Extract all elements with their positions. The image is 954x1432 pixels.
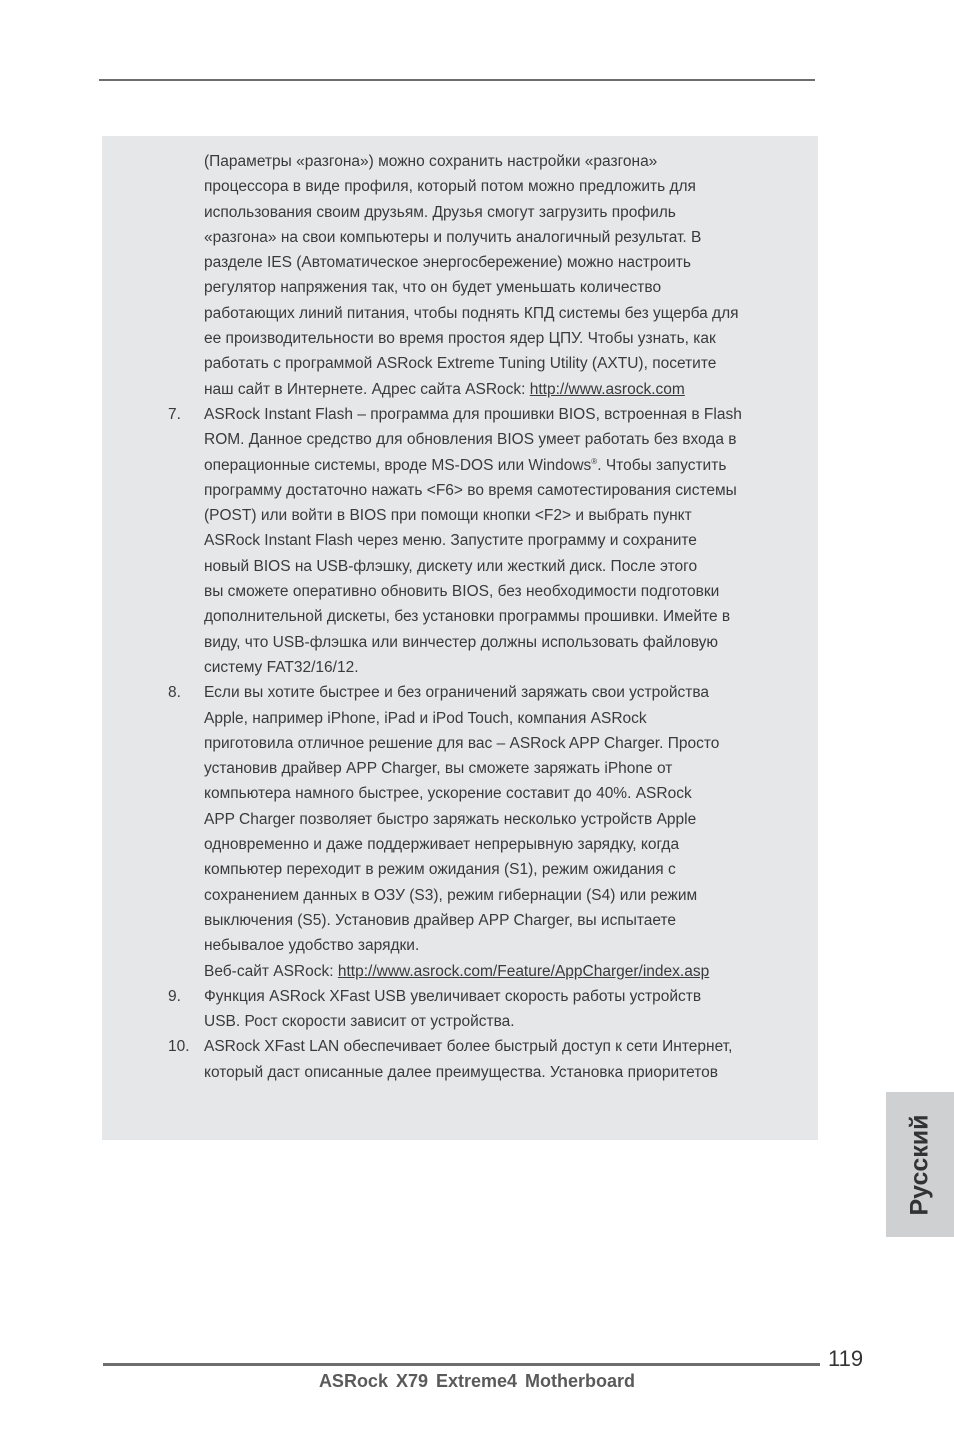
line-text: операционные системы, вроде MS-DOS или Windows <box>204 456 592 474</box>
text-line <box>102 908 818 933</box>
line-text: регулятор напряжения так, что он будет уменьшать количество <box>204 279 662 297</box>
line-text: (Параметры «разгона») можно сохранить настройки «разгона» <box>204 153 658 170</box>
language-tab <box>886 1092 954 1237</box>
line-text: процессора в виде профиля, который потом можно предложить для <box>204 178 696 196</box>
body-text <box>102 149 818 1085</box>
line-text: программу достаточно нажать <F6> во время самотестирования системы <box>204 481 737 499</box>
text-line <box>102 554 818 579</box>
text-line <box>102 174 818 199</box>
text-line <box>102 149 818 174</box>
text-line <box>102 680 818 705</box>
text-line <box>102 478 818 503</box>
text-line <box>102 528 818 553</box>
url-link[interactable]: http://www.asrock.com <box>529 380 685 398</box>
page-number: 119 <box>828 1346 864 1371</box>
line-text: работающих линий питания, чтобы поднять КПД системы без ущерба для <box>204 304 739 322</box>
line-text: компьютер переходит в режим ожидания (S1), режим ожидания с <box>204 861 676 879</box>
bottom-rule <box>103 1363 820 1366</box>
line-text: небывалое удобство зарядки. <box>204 937 420 955</box>
list-number: 10. <box>168 1038 190 1056</box>
line-text: USB. Рост скорости зависит от устройства. <box>204 1013 515 1031</box>
text-line <box>102 275 818 300</box>
text-line <box>102 984 818 1009</box>
line-text: вы сможете оперативно обновить BIOS, без необходимости подготовки <box>204 583 720 601</box>
url-link[interactable]: http://www.asrock.com/Feature/AppCharger/index.asp <box>337 962 710 980</box>
line-text: «разгона» на свои компьютеры и получить аналогичный результат. В <box>204 228 702 246</box>
line-text: который даст описанные далее преимущества. Установка приоритетов <box>204 1063 718 1081</box>
text-line <box>102 883 818 908</box>
text-line <box>102 959 818 984</box>
line-text: приготовила отличное решение для вас – ASRock APP Charger. Просто <box>204 734 720 752</box>
footer-title: ASRock X79 Extreme4 Motherboard <box>318 1371 636 1391</box>
text-line <box>102 326 818 351</box>
line-text: новый BIOS на USB-флэшку, дискету или жесткий диск. После этого <box>204 557 698 575</box>
line-text: ее производительности во время простоя ядер ЦПУ. Чтобы узнать, как <box>204 330 716 348</box>
line-text: установив драйвер APP Charger, вы сможете заряжать iPhone от <box>204 760 673 778</box>
text-line <box>102 250 818 275</box>
text-line <box>102 503 818 528</box>
list-number: 8. <box>168 684 181 702</box>
text-line <box>102 402 818 427</box>
text-line <box>102 756 818 781</box>
line-text: наш сайт в Интернете. Адрес сайта ASRock: <box>204 380 530 398</box>
content-panel <box>102 136 818 1140</box>
line-text: систему FAT32/16/12. <box>204 658 359 676</box>
text-line <box>102 933 818 958</box>
line-text: (POST) или войти в BIOS при помощи кнопки <F2> и выбрать пункт <box>204 507 692 525</box>
line-text: Веб-сайт ASRock: <box>204 962 338 980</box>
line-text: APP Charger позволяет быстро заряжать несколько устройств Apple <box>204 810 697 828</box>
text-line <box>102 427 818 452</box>
line-text: Если вы хотите быстрее и без ограничений заряжать свои устройства <box>204 684 710 702</box>
line-text-continued: . Чтобы запустить <box>597 456 727 474</box>
line-text: Функция ASRock XFast USB увеличивает скорость работы устройств <box>204 987 702 1005</box>
text-line <box>102 453 818 478</box>
line-text: виду, что USB-флэшка или винчестер должны использовать файловую <box>204 633 719 651</box>
line-text: ASRock Instant Flash через меню. Запустите программу и сохраните <box>204 532 697 550</box>
text-line <box>102 377 818 402</box>
text-line <box>102 630 818 655</box>
line-text: компьютера намного быстрее, ускорение составит до 40%. ASRock <box>204 785 692 803</box>
text-line <box>102 579 818 604</box>
text-line <box>102 807 818 832</box>
line-text: выключения (S5). Установив драйвер APP Charger, вы испытаете <box>204 911 677 929</box>
text-line <box>102 225 818 250</box>
line-text: Apple, например iPhone, iPad и iPod Touch, компания ASRock <box>204 709 647 727</box>
text-line <box>102 1060 818 1085</box>
line-text: ASRock XFast LAN обеспечивает более быстрый доступ к сети Интернет, <box>204 1038 733 1056</box>
text-line <box>102 351 818 376</box>
text-line <box>102 200 818 225</box>
text-line <box>102 731 818 756</box>
list-number: 9. <box>168 987 181 1005</box>
text-line <box>102 301 818 326</box>
line-text: ASRock Instant Flash – программа для прошивки BIOS, встроенная в Flash <box>204 405 742 423</box>
line-text: одновременно и даже поддерживает непрерывную зарядку, когда <box>204 836 680 854</box>
line-text: использования своим друзьям. Друзья смогут загрузить профиль <box>204 203 676 221</box>
text-line <box>102 706 818 731</box>
text-line <box>102 655 818 680</box>
text-line <box>102 832 818 857</box>
list-number: 7. <box>168 405 181 423</box>
line-text: сохранением данных в ОЗУ (S3), режим гибернации (S4) или режим <box>204 886 698 904</box>
top-rule <box>99 79 815 81</box>
text-line <box>102 857 818 882</box>
line-text: работать с программой ASRock Extreme Tuning Utility (AXTU), посетите <box>204 355 717 373</box>
registered-mark: ® <box>591 456 598 466</box>
language-label: Русский <box>905 1113 934 1216</box>
text-line <box>102 604 818 629</box>
line-text: разделе IES (Автоматическое энергосбережение) можно настроить <box>204 254 691 272</box>
text-line <box>102 1034 818 1059</box>
text-line <box>102 781 818 806</box>
line-text: дополнительной дискеты, без установки программы прошивки. Имейте в <box>204 608 731 626</box>
text-line <box>102 1009 818 1034</box>
line-text: ROM. Данное средство для обновления BIOS умеет работать без входа в <box>204 431 737 449</box>
